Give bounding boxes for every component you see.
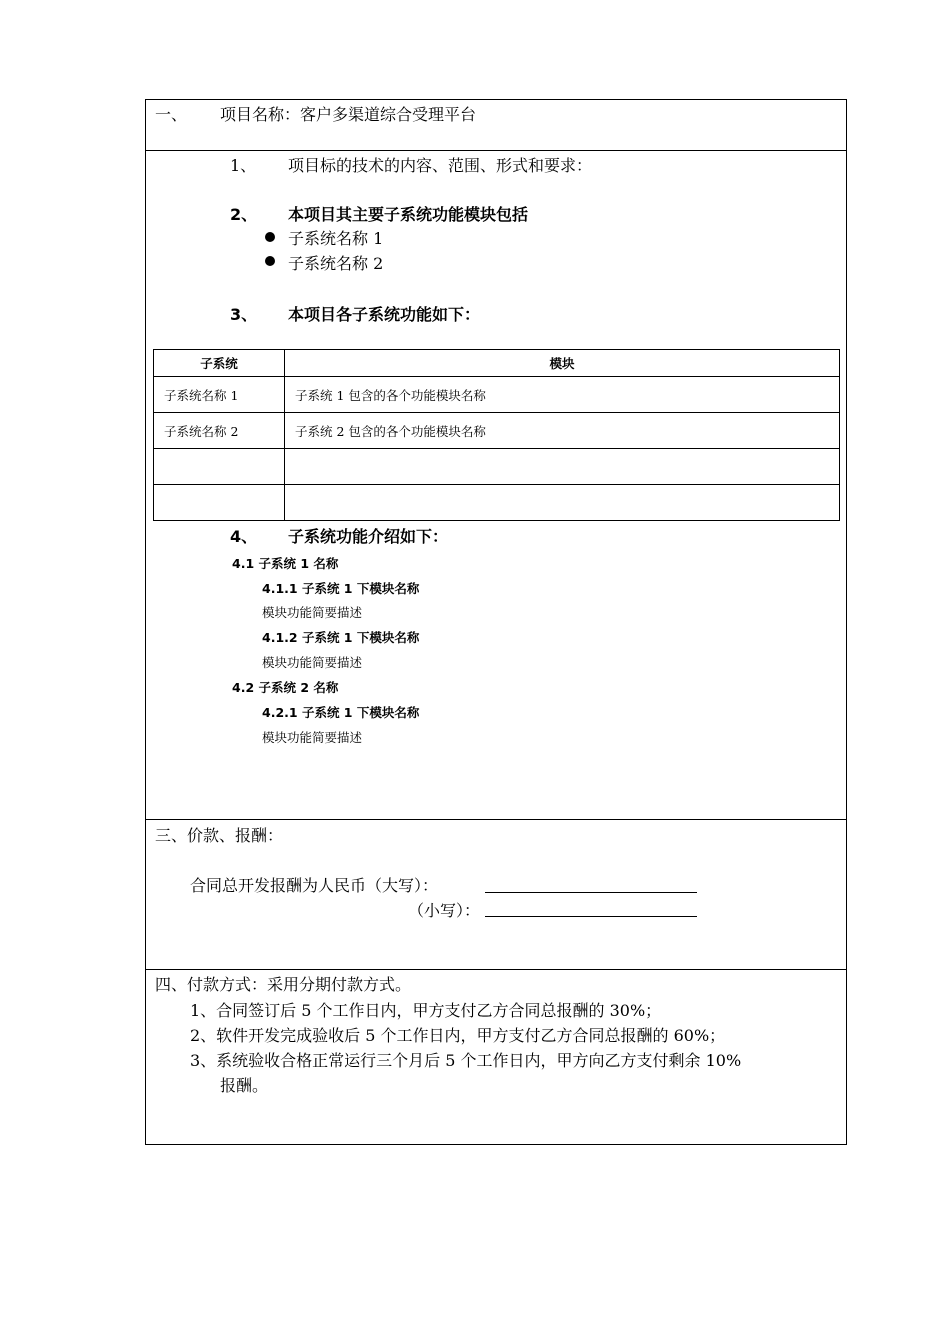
column-header-subsystem: 子系统 <box>154 350 285 377</box>
table-row <box>154 485 840 521</box>
amount-upper-blank[interactable] <box>485 892 697 893</box>
table-cell: 子系统 1 包含的各个功能模块名称 <box>285 377 840 413</box>
item-number: 4、 <box>230 527 258 546</box>
module-description: 模块功能简要描述 <box>262 730 363 745</box>
table-cell: 子系统 2 包含的各个功能模块名称 <box>285 413 840 449</box>
table-cell <box>154 485 285 521</box>
table-cell: 子系统名称 2 <box>154 413 285 449</box>
section-title: 三、价款、报酬： <box>155 826 284 845</box>
subsection-heading: 4.1 子系统 1 名称 <box>232 556 339 571</box>
subsection-heading: 4.2 子系统 2 名称 <box>232 680 339 695</box>
bullet-item: 子系统名称 1 <box>288 229 384 248</box>
project-name: 项目名称：客户多渠道综合受理平台 <box>220 105 477 124</box>
table-row <box>154 413 840 449</box>
module-heading: 4.2.1 子系统 1 下模块名称 <box>262 705 420 720</box>
amount-lower-blank[interactable] <box>485 916 697 917</box>
table-header-row <box>154 350 840 377</box>
payment-term: 1、合同签订后 5 个工作日内，甲方支付乙方合同总报酬的 30%； <box>190 1001 662 1020</box>
section-number: 一、 <box>155 105 188 124</box>
bullet-item: 子系统名称 2 <box>288 254 384 273</box>
payment-term: 2、软件开发完成验收后 5 个工作日内，甲方支付乙方合同总报酬的 60%； <box>190 1026 726 1045</box>
module-heading: 4.1.2 子系统 1 下模块名称 <box>262 630 420 645</box>
table-row <box>154 377 840 413</box>
item-number: 1、 <box>230 156 257 175</box>
item-number: 2、 <box>230 205 258 224</box>
divider <box>145 819 847 820</box>
table-cell <box>285 485 840 521</box>
module-heading: 4.1.1 子系统 1 下模块名称 <box>262 581 420 596</box>
amount-upper-label: 合同总开发报酬为人民币（大写）： <box>190 876 439 895</box>
module-description: 模块功能简要描述 <box>262 655 363 670</box>
divider <box>145 969 847 970</box>
bullet-icon <box>265 256 275 266</box>
item-text: 项目标的技术的内容、范围、形式和要求： <box>288 156 593 175</box>
column-header-module: 模块 <box>285 350 840 377</box>
payment-term: 3、系统验收合格正常运行三个月后 5 个工作日内，甲方向乙方支付剩余 10% <box>190 1051 742 1070</box>
item-number: 3、 <box>230 305 258 324</box>
divider <box>145 150 847 151</box>
table-row <box>154 449 840 485</box>
table-cell: 子系统名称 1 <box>154 377 285 413</box>
item-text: 子系统功能介绍如下： <box>288 527 449 546</box>
payment-term-continued: 报酬。 <box>220 1076 269 1095</box>
item-text: 本项目各子系统功能如下： <box>288 305 481 324</box>
table-cell <box>285 449 840 485</box>
item-text: 本项目其主要子系统功能模块包括 <box>288 205 529 224</box>
amount-lower-label: （小写）： <box>408 901 481 920</box>
section-title: 四、付款方式：采用分期付款方式。 <box>155 975 412 994</box>
module-description: 模块功能简要描述 <box>262 605 363 620</box>
table-cell <box>154 449 285 485</box>
module-table <box>153 349 840 521</box>
bullet-icon <box>265 232 275 242</box>
